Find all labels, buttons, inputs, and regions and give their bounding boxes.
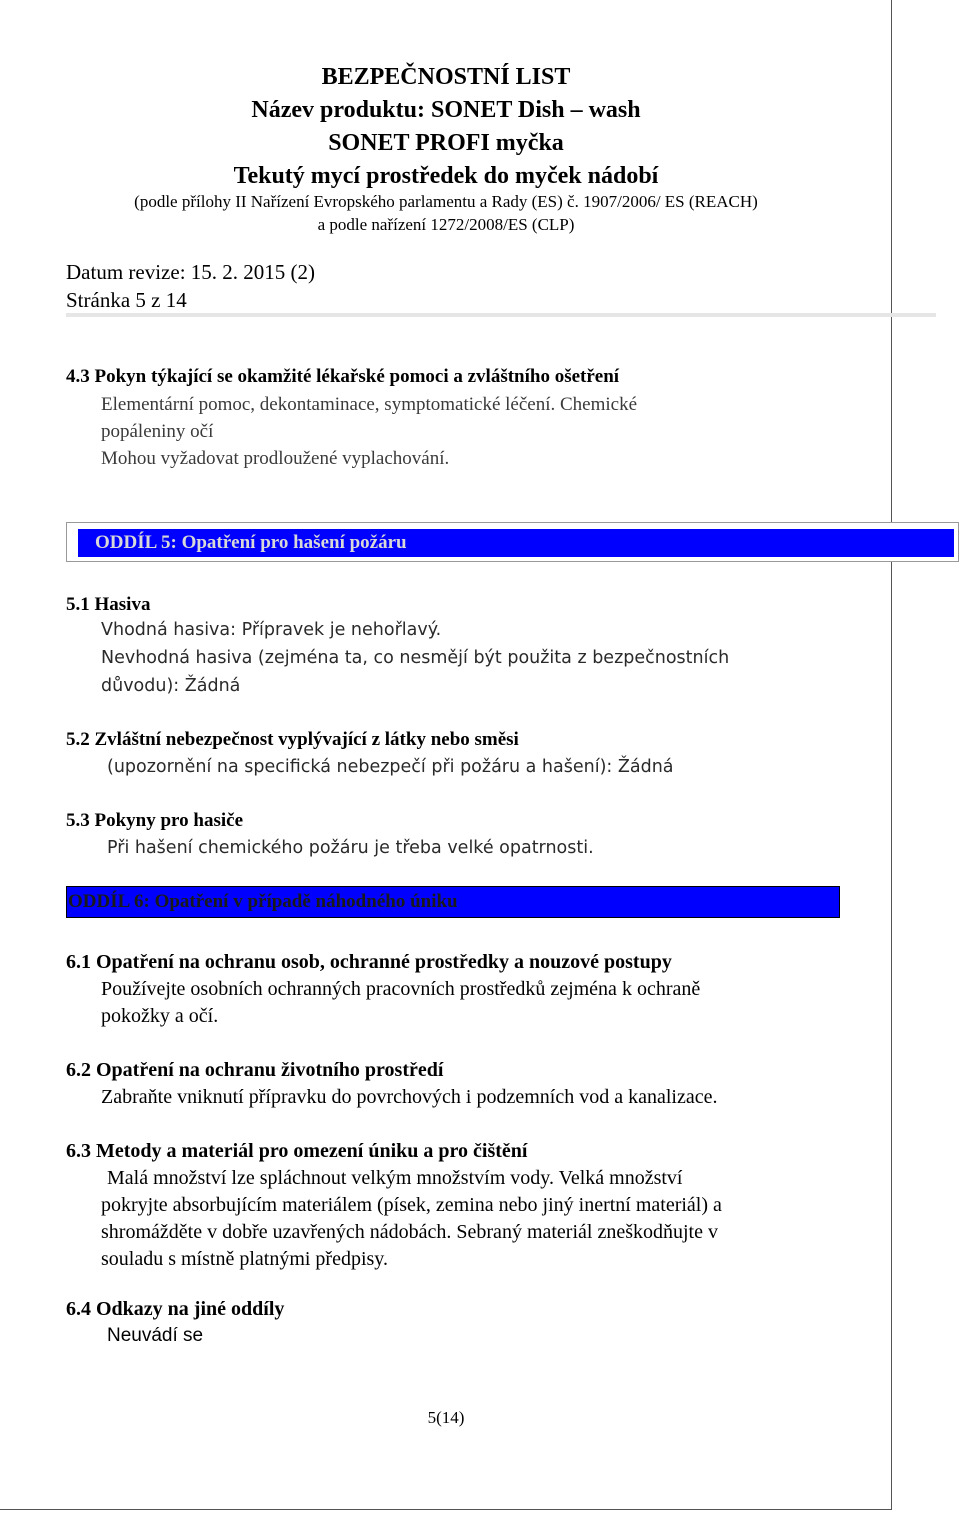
page-counter: Stránka 5 z 14 bbox=[66, 288, 187, 312]
heading-6-3: 6.3 Metody a materiál pro omezení úniku a pro čištění bbox=[66, 1140, 528, 1162]
s5-1-line-3: důvodu): Žádná bbox=[101, 676, 241, 696]
section-5-title: ODDÍL 5: Opatření pro hašení požáru bbox=[95, 532, 407, 553]
heading-6-2: 6.2 Opatření na ochranu životního prostředí bbox=[66, 1059, 444, 1081]
page-footer-number: 5(14) bbox=[427, 1408, 465, 1427]
heading-5-2: 5.2 Zvláštní nebezpečnost vyplývající z látky nebo směsi bbox=[66, 729, 519, 750]
heading-6-1: 6.1 Opatření na ochranu osob, ochranné prostředky a nouzové postupy bbox=[66, 951, 672, 973]
s6-2-line: Zabraňte vniknutí přípravku do povrchových i podzemních vod a kanalizace. bbox=[101, 1086, 718, 1108]
s6-3-line-3: shromážděte v dobře uzavřených nádobách. Sebraný materiál zneškodňujte v bbox=[101, 1221, 718, 1243]
s6-1-line-2: pokožky a očí. bbox=[101, 1005, 219, 1027]
s5-3-line: Při hašení chemického požáru je třeba velké opatrnosti. bbox=[107, 838, 594, 858]
doc-title: BEZPEČNOSTNÍ LIST bbox=[321, 64, 571, 90]
section-6-title: ODDÍL 6: Opatření v případě náhodného úniku bbox=[68, 891, 458, 912]
s4-3-line-3: Mohou vyžadovat prodloužené vyplachování. bbox=[101, 448, 450, 469]
s5-1-line-2: Nevhodná hasiva (zejména ta, co nesmějí být použita z bezpečnostních bbox=[101, 648, 730, 668]
heading-4-3: 4.3 Pokyn týkající se okamžité lékařské pomoci a zvláštního ošetření bbox=[66, 366, 620, 387]
product-description: Tekutý mycí prostředek do myček nádobí bbox=[233, 163, 659, 189]
s5-1-line-1: Vhodná hasiva: Přípravek je nehořlavý. bbox=[101, 620, 442, 640]
s6-3-line-1: Malá množství lze spláchnout velkým množstvím vody. Velká množství bbox=[107, 1167, 683, 1189]
heading-5-1: 5.1 Hasiva bbox=[66, 594, 151, 615]
heading-6-4: 6.4 Odkazy na jiné oddíly bbox=[66, 1298, 285, 1320]
s4-3-line-1: Elementární pomoc, dekontaminace, symptomatické léčení. Chemické bbox=[101, 394, 638, 415]
regulation-line-1: (podle přílohy II Nařízení Evropského parlamentu a Rady (ES) č. 1907/2006/ ES (REACH) bbox=[134, 192, 758, 211]
s6-4-line: Neuvádí se bbox=[107, 1325, 204, 1346]
product-name: Název produktu: SONET Dish – wash bbox=[251, 97, 641, 123]
regulation-line-2: a podle nařízení 1272/2008/ES (CLP) bbox=[317, 215, 575, 234]
product-variant: SONET PROFI myčka bbox=[328, 130, 564, 156]
heading-5-3: 5.3 Pokyny pro hasiče bbox=[66, 810, 244, 831]
s4-3-line-2: popáleniny očí bbox=[101, 421, 214, 442]
s6-1-line-1: Používejte osobních ochranných pracovních prostředků zejména k ochraně bbox=[101, 978, 701, 1000]
s5-2-line: (upozornění na specifická nebezpečí při požáru a hašení): Žádná bbox=[107, 757, 674, 777]
s6-3-line-2: pokryjte absorbujícím materiálem (písek, zemina nebo jiný inertní materiál) a bbox=[101, 1194, 722, 1216]
revision-date: Datum revize: 15. 2. 2015 (2) bbox=[66, 260, 316, 284]
s6-3-line-4: souladu s místně platnými předpisy. bbox=[101, 1248, 389, 1270]
header-divider bbox=[66, 313, 936, 317]
